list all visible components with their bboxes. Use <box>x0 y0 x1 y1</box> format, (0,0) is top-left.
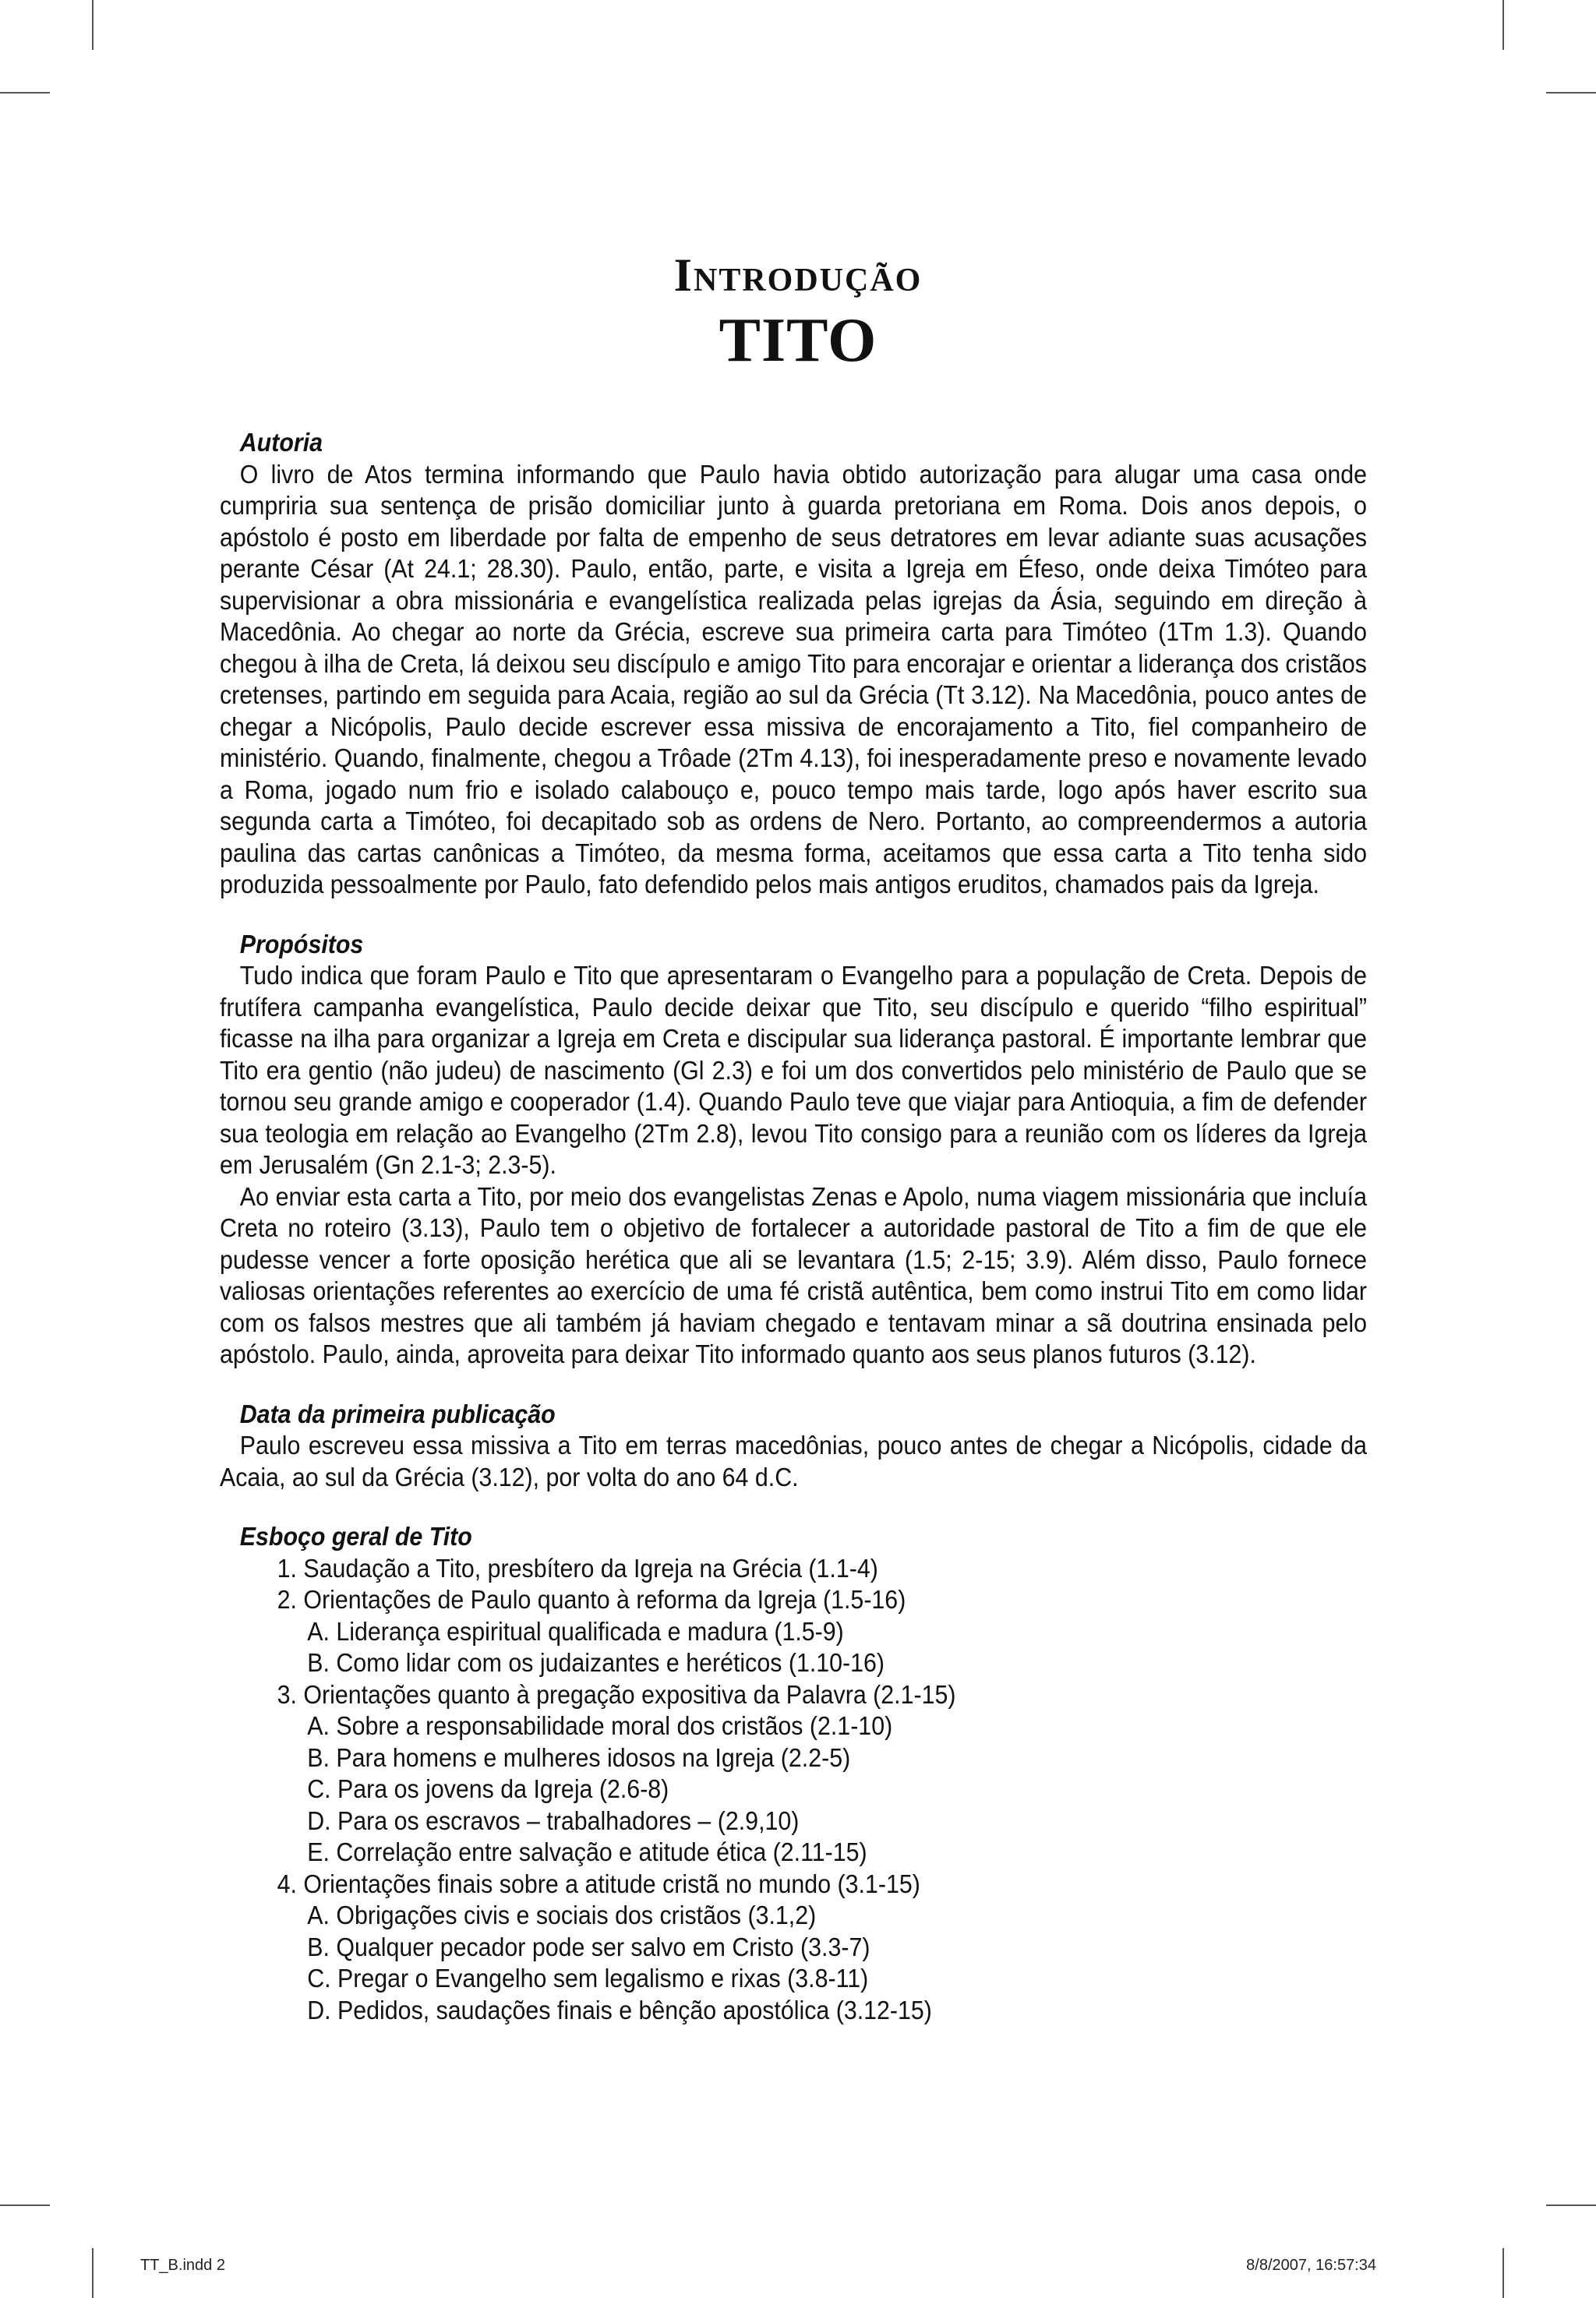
section-heading: Data da primeira publicação <box>239 1399 556 1428</box>
outline-item: B. Qualquer pecador pode ser salvo em Cristo (3.3-7) <box>307 1932 870 1961</box>
footer-timestamp: 8/8/2007, 16:57:34 <box>1246 2257 1376 2274</box>
outline-item: 3. Orientações quanto à pregação expositiva da Palavra (2.1-15) <box>277 1679 956 1709</box>
section-propositos <box>220 929 1367 1371</box>
outline-item: A. Obrigações civis e sociais dos cristãos (3.1,2) <box>307 1901 817 1929</box>
outline-item: D. Para os escravos – trabalhadores – (2.9,10) <box>307 1806 800 1835</box>
paragraph: Tudo indica que foram Paulo e Tito que apresentaram o Evangelho para a população de Creta. Depois de frutífera campanha evangelística, Paulo decide deixar que Tito, seu discípulo e querido “filho espiritual” ficasse na ilha para organizar a Igreja em Creta e discipular sua liderança pastoral. É importante lembrar que Tito era gentio (não judeu) de nascimento (Gl 2.3) e foi um dos convertidos pelo ministério de Paulo que se tornou seu grande amigo e cooperador (1.4). Quando Paulo teve que viajar para Antioquia, a fim de defender sua teologia em relação ao Evangelho (2Tm 2.8), levou Tito consigo para a reunião com os líderes da Igreja em Jerusalém (Gn 2.1-3; 2.3-5). <box>220 961 1367 1179</box>
outline-item: A. Sobre a responsabilidade moral dos cristãos (2.1-10) <box>307 1711 893 1740</box>
crop-mark <box>1546 2204 1596 2206</box>
outline-item: E. Correlação entre salvação e atitude ética (2.11-15) <box>307 1837 867 1866</box>
book-title: TITO <box>719 306 877 375</box>
outline-item: D. Pedidos, saudações finais e bênção apostólica (3.12-15) <box>307 1995 932 2024</box>
outline-item: 4. Orientações finais sobre a atitude cristã no mundo (3.1-15) <box>277 1869 920 1898</box>
crop-mark <box>0 92 50 94</box>
outline-item: B. Como lidar com os judaizantes e heréticos (1.10-16) <box>307 1648 885 1677</box>
outline-item: B. Para homens e mulheres idosos na Igreja (2.2-5) <box>307 1742 851 1772</box>
section-heading: Autoria <box>239 428 323 457</box>
section-heading: Propósitos <box>239 929 364 958</box>
crop-mark <box>1546 92 1596 94</box>
crop-mark <box>1502 0 1504 50</box>
section-data <box>220 1399 1367 1494</box>
outline-item: C. Para os jovens da Igreja (2.6-8) <box>307 1774 669 1803</box>
crop-mark <box>0 2204 50 2206</box>
main-content <box>220 427 1367 2054</box>
crop-mark <box>1502 2248 1504 2298</box>
page-heading <box>0 245 1596 376</box>
footer-file: TT_B.indd 2 <box>140 2257 225 2274</box>
intro-title: Introdução <box>673 249 923 301</box>
outline-list <box>220 1553 1367 2027</box>
outline-item: 2. Orientações de Paulo quanto à reforma da Igreja (1.5-16) <box>277 1585 906 1614</box>
outline-item: C. Pregar o Evangelho sem legalismo e rixas (3.8-11) <box>307 1964 869 1993</box>
section-autoria <box>220 427 1367 901</box>
paragraph: O livro de Atos termina informando que Paulo havia obtido autorização para alugar uma casa onde cumpriria sua sentença de prisão domiciliar junto à guarda pretoriana em Roma. Dois anos depois, o apóstolo é posto em liberdade por falta de empenho de seus detratores em levar adiante suas acusações perante César (At 24.1; 28.30). Paulo, então, parte, e visita a Igreja em Éfeso, onde deixa Timóteo para supervisionar a obra missionária e evangelística realizada pelas igrejas da Ásia, seguindo em direção à Macedônia. Ao chegar ao norte da Grécia, escreve sua primeira carta para Timóteo (1Tm 1.3). Quando chegou à ilha de Creta, lá deixou seu discípulo e amigo Tito para encorajar e orientar a liderança dos cristãos cretenses, partindo em seguida para Acaia, região ao sul da Grécia (Tt 3.12). Na Macedônia, pouco antes de chegar a Nicópolis, Paulo decide escrever essa missiva de encorajamento a Tito, fiel companheiro de ministério. Quando, finalmente, chegou a Trôade (2Tm 4.13), foi inesperadamente preso e novamente levado a Roma, jogado num frio e isolado calabouço e, pouco tempo mais tarde, logo após haver escrito sua segunda carta a Timóteo, foi decapitado sob as ordens de Nero. Portanto, ao compreendermos a autoria paulina das cartas canônicas a Timóteo, da mesma forma, aceitamos que essa carta a Tito tenha sido produzida pessoalmente por Paulo, fato defendido pelos mais antigos eruditos, chamados pais da Igreja. <box>220 459 1367 898</box>
outline-item: 1. Saudação a Tito, presbítero da Igreja na Grécia (1.1-4) <box>277 1553 878 1583</box>
crop-mark <box>92 2248 94 2298</box>
outline-item: A. Liderança espiritual qualificada e madura (1.5-9) <box>307 1616 844 1646</box>
crop-mark <box>92 0 94 50</box>
section-heading: Esboço geral de Tito <box>239 1522 472 1551</box>
section-esboco <box>220 1521 1367 2026</box>
paragraph: Ao enviar esta carta a Tito, por meio dos evangelistas Zenas e Apolo, numa viagem missionária que incluía Creta no roteiro (3.13), Paulo tem o objetivo de fortalecer a autoridade pastoral de Tito a fim de que ele pudesse vencer a forte oposição herética que ali se levantara (1.5; 2-15; 3.9). Além disso, Paulo fornece valiosas orientações referentes ao exercício de uma fé cristã autêntica, bem como instrui Tito em como lidar com os falsos mestres que ali também já haviam chegado e tentavam minar a sã doutrina ensinada pelo apóstolo. Paulo, ainda, aproveita para deixar Tito informado quanto aos seus planos futuros (3.12). <box>220 1181 1367 1368</box>
paragraph: Paulo escreveu essa missiva a Tito em terras macedônias, pouco antes de chegar a Nicópolis, cidade da Acaia, ao sul da Grécia (3.12), por volta do ano 64 d.C. <box>220 1431 1367 1491</box>
